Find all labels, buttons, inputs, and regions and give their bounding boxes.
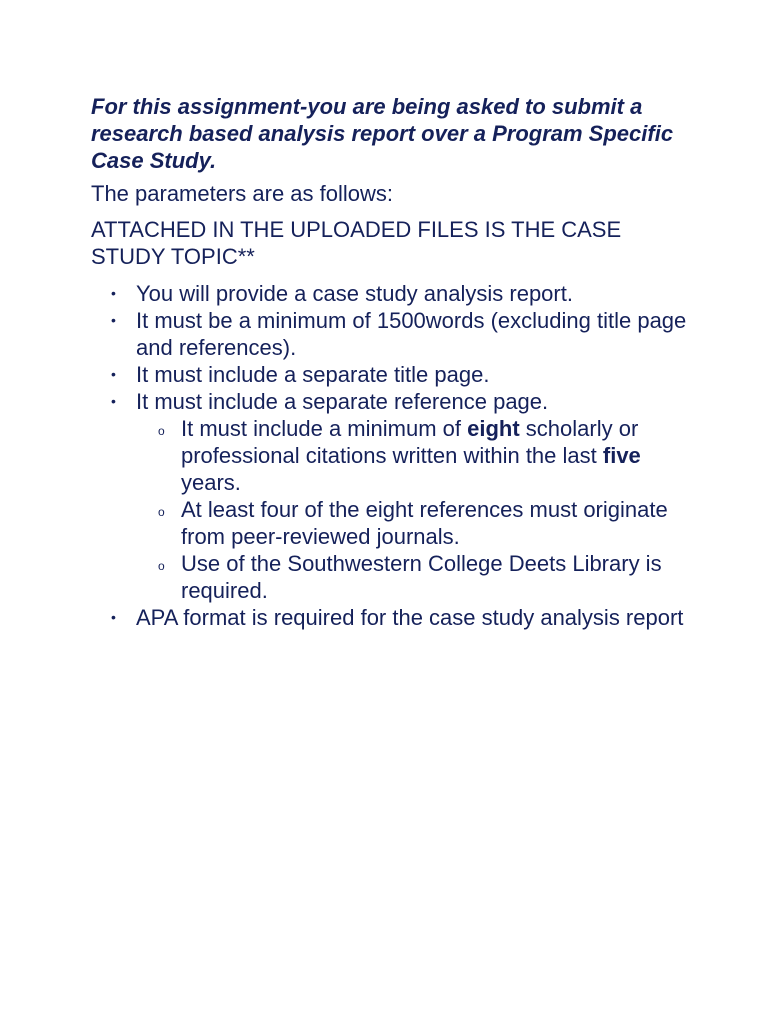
document-body [91,93,691,631]
sub-list-item [136,415,691,496]
sub-list-item [136,550,691,604]
requirements-list [91,280,691,631]
sub-list-item-text: It must include a minimum of eight scholarly or professional citations written within the last five years. [181,416,641,495]
reference-requirements-sublist [136,415,691,604]
list-item-text: It must be a minimum of 1500words (excluding title page and references). [136,308,687,360]
list-item [91,361,691,388]
list-item [91,388,691,604]
list-item-text: It must include a separate title page. [136,362,490,387]
list-item-text: It must include a separate reference page. [136,389,549,414]
list-item [91,604,691,631]
bullet-icon: • [111,312,116,328]
list-item-text: You will provide a case study analysis report. [136,281,573,306]
emphasis-eight: eight [467,416,520,441]
attached-notice: ATTACHED IN THE UPLOADED FILES IS THE CASE STUDY TOPIC** [91,217,622,269]
bullet-icon: • [111,609,116,625]
list-item [91,307,691,361]
sub-list-item-text: At least four of the eight references must originate from peer-reviewed journals. [181,497,668,549]
sub-bullet-icon: o [158,505,165,519]
bullet-icon: • [111,393,116,409]
sub-list-item [136,496,691,550]
assignment-intro: For this assignment-you are being asked to submit a research based analysis report over a Program Specific Case Study. [91,94,674,173]
list-item [91,280,691,307]
bullet-icon: • [111,285,116,301]
emphasis-five: five [602,443,641,468]
bullet-icon: • [111,366,116,382]
sub-bullet-icon: o [158,559,165,573]
sub-list-item-text: Use of the Southwestern College Deets Library is required. [181,551,662,603]
parameters-label: The parameters are as follows: [91,181,394,206]
sub-bullet-icon: o [158,424,165,438]
list-item-text: APA format is required for the case study analysis report [136,605,684,630]
